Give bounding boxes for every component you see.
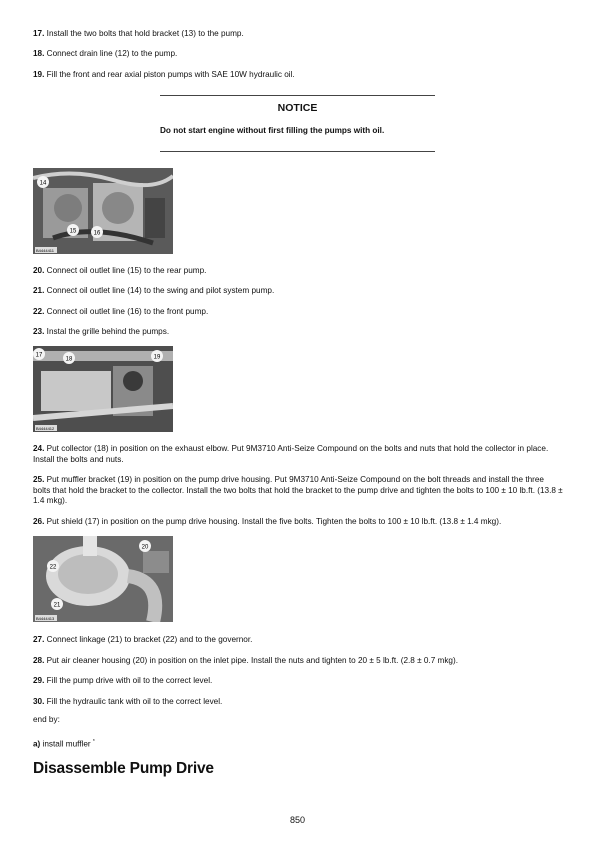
callout-17: 17 bbox=[35, 352, 43, 359]
callout-21: 21 bbox=[53, 602, 61, 609]
end-by-item[interactable]: a) install muffler * bbox=[33, 739, 95, 749]
photo-code: B4444411 bbox=[36, 248, 54, 253]
end-by-label: end by: bbox=[33, 715, 60, 724]
notice-top-rule bbox=[160, 95, 435, 96]
step-24: 24. Put collector (18) in position on the exhaust elbow. Put 9M3710 Anti-Seize Compound on the bolts and nuts that hold the collector in place. Install the bolts and nuts. bbox=[33, 444, 549, 464]
step-22: 22. Connect oil outlet line (16) to the front pump. bbox=[33, 307, 209, 316]
page-number: 850 bbox=[289, 815, 306, 825]
step-26: 26. Put shield (17) in position on the pump drive housing. Install the five bolts. Tighten the bolts to 100 ± 10 lb.ft. (13.8 ± 1.4 mkg). bbox=[33, 517, 502, 526]
step-30: 30. Fill the hydraulic tank with oil to the correct level. bbox=[33, 697, 223, 706]
air-cleaner-photo bbox=[33, 536, 173, 622]
callout-20: 20 bbox=[141, 544, 149, 551]
step-20: 20. Connect oil outlet line (15) to the rear pump. bbox=[33, 266, 207, 275]
step-29: 29. Fill the pump drive with oil to the correct level. bbox=[33, 676, 213, 685]
callout-16: 16 bbox=[93, 230, 101, 237]
step-23: 23. Instal the grille behind the pumps. bbox=[33, 327, 170, 336]
step-28: 28. Put air cleaner housing (20) in position on the inlet pipe. Install the nuts and tighten to 20 ± 5 lb.ft. (2.8 ± 0.7 mkg). bbox=[33, 656, 458, 665]
photo-code: B4444413 bbox=[36, 616, 55, 621]
step-18: 18. Connect drain line (12) to the pump. bbox=[33, 49, 178, 58]
notice-bottom-rule bbox=[160, 151, 435, 152]
pump-lines-photo bbox=[33, 168, 173, 254]
photo-code: B4444412 bbox=[36, 426, 55, 431]
step-17: 17. Install the two bolts that hold bracket (13) to the pump. bbox=[33, 29, 244, 38]
step-27: 27. Connect linkage (21) to bracket (22) and to the governor. bbox=[33, 635, 253, 644]
notice-title: NOTICE bbox=[277, 102, 318, 114]
step-19: 19. Fill the front and rear axial piston pumps with SAE 10W hydraulic oil. bbox=[33, 70, 295, 79]
callout-18: 18 bbox=[65, 356, 73, 363]
callout-15: 15 bbox=[69, 228, 77, 235]
callout-14: 14 bbox=[39, 180, 47, 187]
step-25: 25. Put muffler bracket (19) in position on the pump drive housing. Put 9M3710 Anti-Seize Compound on the bolt threads and install the three bolts that hold the bracket to the collector. Install the two bolts that hold the bracket to the pump drive and tighten the bolts to 100 ± 10 lb.ft. (13.8 ± 1.4 mkg). bbox=[33, 475, 563, 505]
callout-22: 22 bbox=[49, 564, 57, 571]
step-21: 21. Connect oil outlet line (14) to the swing and pilot system pump. bbox=[33, 286, 275, 295]
muffler-bracket-photo bbox=[33, 346, 173, 432]
callout-19: 19 bbox=[153, 354, 161, 361]
notice-text: Do not start engine without first filling the pumps with oil. bbox=[160, 126, 385, 135]
section-heading: Disassemble Pump Drive bbox=[33, 760, 214, 777]
